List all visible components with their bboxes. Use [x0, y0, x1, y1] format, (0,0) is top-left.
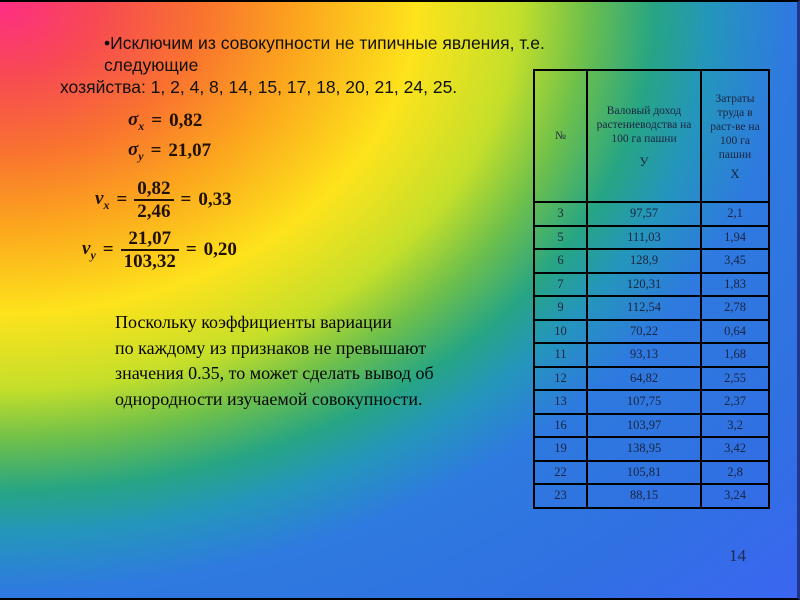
formula-sigma-x [128, 106, 211, 136]
cell-no: 6 [534, 249, 587, 273]
cell-x: 1,94 [701, 226, 769, 250]
v-y-denominator: 103,32 [121, 249, 179, 272]
cell-x: 2,37 [701, 390, 769, 414]
v-y-result: 0,20 [203, 239, 237, 260]
bullet-marker: • [104, 33, 111, 53]
v-x-equals-2: = [180, 189, 192, 210]
sigma-y-value: 21,07 [168, 140, 212, 161]
v-x-equals: = [116, 189, 128, 210]
table-row [534, 461, 769, 485]
cell-x: 0,64 [701, 320, 769, 344]
cell-y: 107,75 [587, 390, 701, 414]
cell-no: 22 [534, 461, 587, 485]
formula-v-y [82, 228, 237, 272]
header-y-letter: У [639, 153, 649, 169]
cell-no: 23 [534, 484, 587, 508]
cell-no: 11 [534, 343, 587, 367]
cell-x: 1,83 [701, 273, 769, 297]
cell-x: 2,78 [701, 296, 769, 320]
cell-no: 5 [534, 226, 587, 250]
cell-y: 112,54 [587, 296, 701, 320]
data-table [533, 69, 770, 509]
sigma-x-equals: = [151, 110, 163, 131]
table-row [534, 296, 769, 320]
cell-y: 70,22 [587, 320, 701, 344]
paragraph-line: значения 0.35, то может сделать вывод об [115, 363, 434, 383]
bullet-line-1 [60, 32, 565, 76]
header-number-column: № [534, 70, 587, 202]
cell-no: 19 [534, 437, 587, 461]
v-x-result: 0,33 [198, 189, 232, 210]
cell-y: 64,82 [587, 367, 701, 391]
header-x-column [701, 70, 769, 202]
conclusion-paragraph [115, 310, 495, 412]
header-x-letter: Х [730, 165, 740, 181]
header-y-label: Валовый доход растениеводства на 100 га пашни [596, 104, 692, 145]
v-x-symbol: $v_x$ [95, 187, 110, 212]
v-y-equals-2: = [185, 239, 197, 260]
paragraph-line: по каждому из признаков не превышают [115, 337, 427, 358]
sigma-x-symbol: $\sigma_x$ [128, 108, 145, 133]
v-x-denominator: 2,46 [134, 199, 173, 222]
cell-x: 3,24 [701, 484, 769, 508]
formula-sigma-y [128, 136, 211, 166]
table-row [534, 226, 769, 250]
cell-y: 138,95 [587, 437, 701, 461]
header-y-column [587, 70, 701, 202]
cell-x: 2,55 [701, 367, 769, 391]
cell-y: 88,15 [587, 484, 701, 508]
cell-y: 111,03 [587, 226, 701, 250]
v-y-symbol: $v_y$ [82, 237, 96, 262]
table-row [534, 202, 769, 226]
formula-v-x [95, 178, 232, 222]
cell-no: 12 [534, 367, 587, 391]
page-number: 14 [729, 546, 746, 565]
cell-no: 3 [534, 202, 587, 226]
cell-x: 3,2 [701, 414, 769, 438]
table-row [534, 320, 769, 344]
bullet-text [60, 32, 565, 98]
cell-x: 1,68 [701, 343, 769, 367]
bullet-line-1-text: Исключим из совокупности не типичные явления, т.е. следующие [104, 33, 545, 75]
v-y-fraction [121, 228, 179, 272]
table-row [534, 390, 769, 414]
table-row [534, 273, 769, 297]
cell-y: 93,13 [587, 343, 701, 367]
v-x-numerator: 0,82 [137, 178, 171, 199]
table-row [534, 343, 769, 367]
table-row [534, 249, 769, 273]
paragraph-line: однородности изучаемой совокупности. [115, 388, 423, 409]
sigma-x-value: 0,82 [169, 110, 203, 131]
cell-no: 16 [534, 414, 587, 438]
cell-no: 9 [534, 296, 587, 320]
cell-x: 3,42 [701, 437, 769, 461]
cell-x: 2,1 [701, 202, 769, 226]
cell-no: 10 [534, 320, 587, 344]
paragraph-line: Поскольку коэффициенты вариации [115, 312, 392, 332]
v-y-equals: = [102, 239, 114, 260]
sigma-y-symbol: $\sigma_y$ [128, 138, 144, 163]
sigma-y-equals: = [150, 140, 162, 161]
v-x-fraction [134, 178, 173, 222]
table-row [534, 414, 769, 438]
table-row [534, 484, 769, 508]
cell-y: 97,57 [587, 202, 701, 226]
header-x-label: Затраты труда в раст-ве на 100 га пашни [710, 92, 760, 161]
cell-y: 103,97 [587, 414, 701, 438]
cell-no: 13 [534, 390, 587, 414]
cell-x: 3,45 [701, 249, 769, 273]
table-row [534, 367, 769, 391]
cell-y: 105,81 [587, 461, 701, 485]
table-row [534, 437, 769, 461]
formula-sigma-block [128, 106, 211, 166]
cell-x: 2,8 [701, 461, 769, 485]
table-header-row [534, 70, 769, 202]
v-y-numerator: 21,07 [128, 228, 172, 249]
cell-y: 128,9 [587, 249, 701, 273]
cell-y: 120,31 [587, 273, 701, 297]
cell-no: 7 [534, 273, 587, 297]
bullet-line-2: хозяйства: 1, 2, 4, 8, 14, 15, 17, 18, 20, 21, 24, 25. [60, 77, 458, 97]
